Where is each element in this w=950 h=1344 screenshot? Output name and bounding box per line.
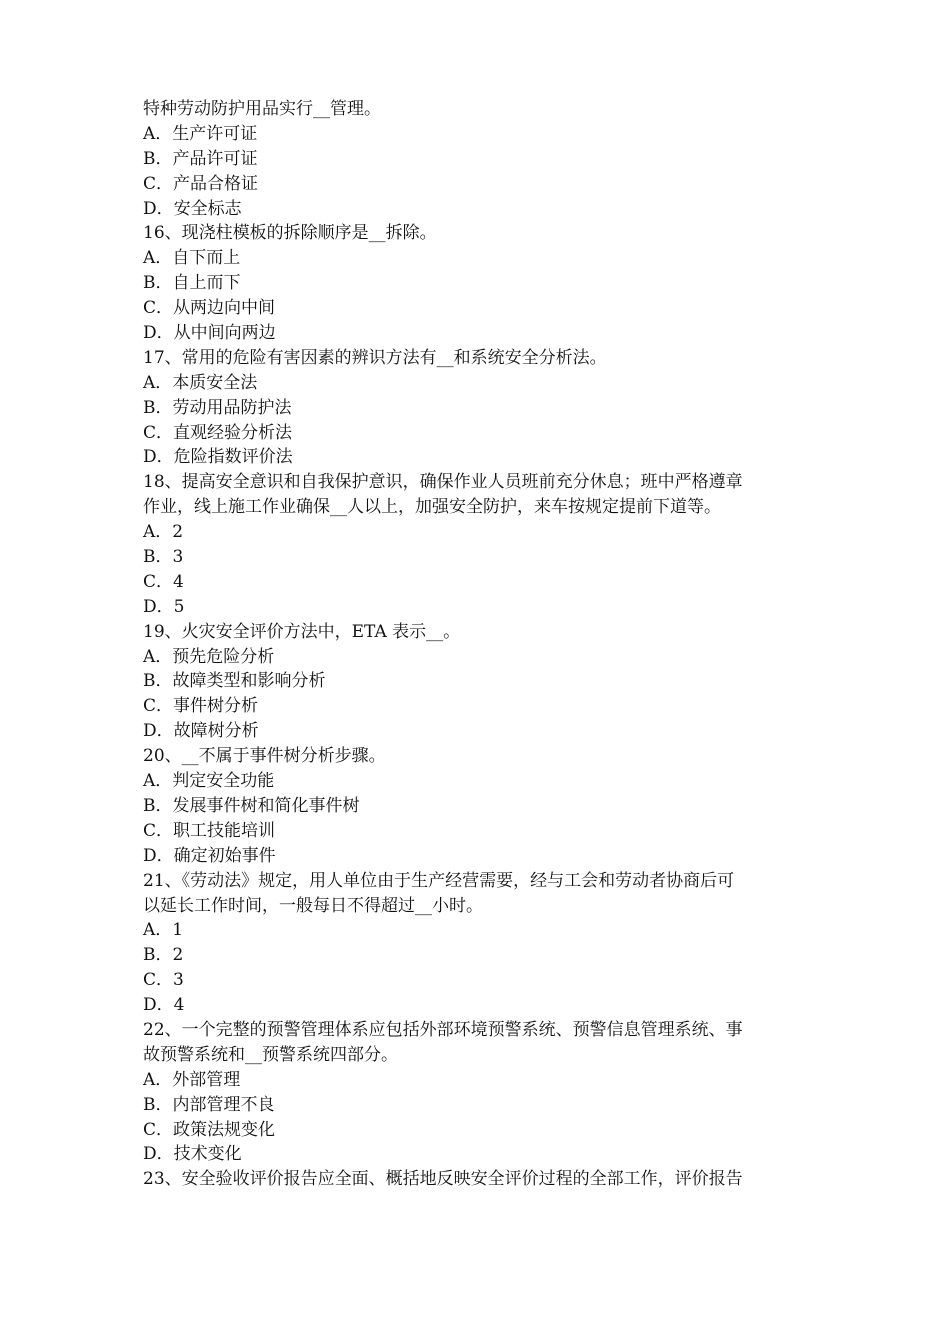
answer-option: B．自上而下 <box>143 273 241 294</box>
answer-option: D．确定初始事件 <box>143 845 276 866</box>
answer-option: C．3 <box>143 970 184 991</box>
answer-option: B．故障类型和影响分析 <box>143 671 326 692</box>
answer-option: B．发展事件树和简化事件树 <box>143 795 360 816</box>
answer-option: C．直观经验分析法 <box>143 422 293 443</box>
question-stem: 19、火灾安全评价方法中，ETA 表示__。 <box>143 621 461 642</box>
answer-option: D．从中间向两边 <box>143 323 276 344</box>
answer-option: A．预先危险分析 <box>143 646 275 667</box>
answer-option: A．外部管理 <box>143 1069 241 1090</box>
question-stem: 23、安全验收评价报告应全面、概括地反映安全评价过程的全部工作，评价报告 <box>143 1169 743 1190</box>
answer-option: D．4 <box>143 995 185 1016</box>
question-stem-continued: 以延长工作时间，一般每日不得超过__小时。 <box>143 895 483 916</box>
answer-option: D．安全标志 <box>143 198 242 219</box>
answer-option: A．2 <box>143 522 184 543</box>
answer-option: C．政策法规变化 <box>143 1119 276 1140</box>
answer-option: C．产品合格证 <box>143 173 259 194</box>
answer-option: B．3 <box>143 547 184 568</box>
question-stem-continued: 故预警系统和__预警系统四部分。 <box>143 1044 398 1065</box>
answer-option: B．产品许可证 <box>143 148 258 169</box>
question-stem: 特种劳动防护用品实行__管理。 <box>143 99 381 119</box>
answer-option: A．判定安全功能 <box>143 771 275 792</box>
answer-option: B．2 <box>143 945 184 966</box>
answer-option: C．4 <box>143 571 184 592</box>
question-stem: 18、提高安全意识和自我保护意识，确保作业人员班前充分休息；班中严格遵章 <box>143 472 743 493</box>
question-stem: 17、常用的危险有害因素的辨识方法有__和系统安全分析法。 <box>143 347 607 368</box>
answer-option: C．职工技能培训 <box>143 820 276 841</box>
answer-option: A．本质安全法 <box>143 372 258 393</box>
answer-option: B．内部管理不良 <box>143 1094 275 1115</box>
question-stem: 16、现浇柱模板的拆除顺序是__拆除。 <box>143 223 437 244</box>
answer-option: C．事件树分析 <box>143 696 259 717</box>
answer-option: D．5 <box>143 596 185 617</box>
answer-option: D．技术变化 <box>143 1144 242 1165</box>
answer-option: D．危险指数评价法 <box>143 447 293 468</box>
question-stem: 20、__不属于事件树分析步骤。 <box>143 746 386 767</box>
question-stem: 21、《劳动法》规定，用人单位由于生产经营需要，经与工会和劳动者协商后可 <box>143 870 735 891</box>
answer-option: D．故障树分析 <box>143 721 259 742</box>
document-page <box>143 97 811 1192</box>
answer-option: C．从两边向中间 <box>143 298 276 319</box>
question-stem-continued: 作业，线上施工作业确保__人以上，加强安全防护，来车按规定提前下道等。 <box>143 497 721 518</box>
question-stem: 22、一个完整的预警管理体系应包括外部环境预警系统、预警信息管理系统、事 <box>143 1019 743 1040</box>
answer-option: A．自下而上 <box>143 248 241 269</box>
answer-option: A．生产许可证 <box>143 123 258 144</box>
answer-option: B．劳动用品防护法 <box>143 397 292 418</box>
answer-option: A．1 <box>143 920 184 941</box>
